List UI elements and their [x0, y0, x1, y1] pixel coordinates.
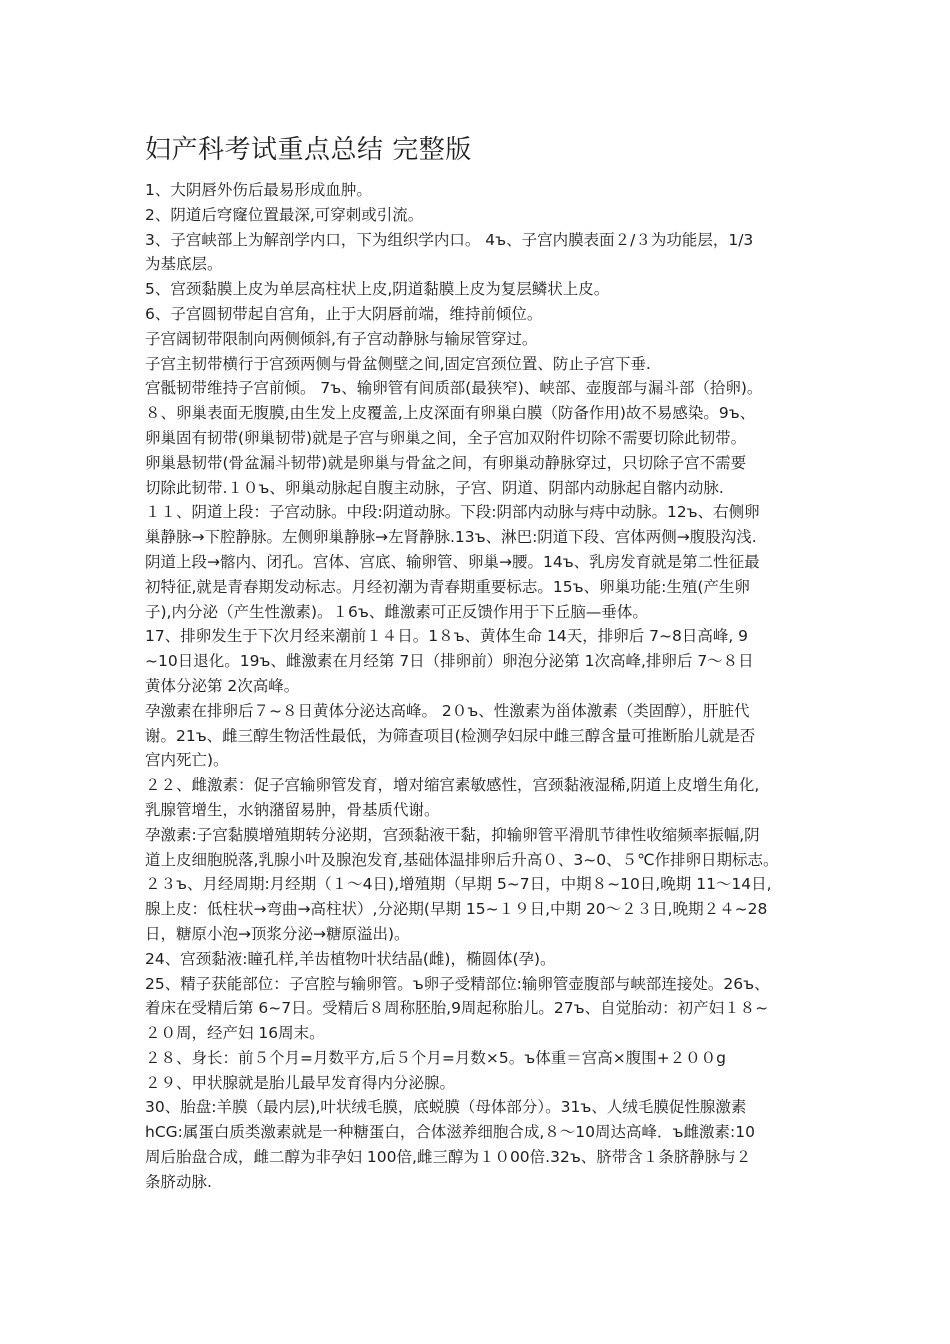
text-line: 谢。21ъ、雌三醇生物活性最低，为筛查项目(检测孕妇尿中雌三醇含量可推断胎儿就是否 [145, 726, 756, 745]
text-line: 孕激素:子宫黏膜增殖期转分泌期，宫颈黏液干黏，抑输卵管平滑肌节律性收缩频率振幅,阴 [145, 825, 760, 844]
text-line: ２８、身长：前５个月=月数平方,后５个月=月数×5。ъ体重＝宫高×腹围+２００g [145, 1048, 727, 1067]
text-line: 切除此韧带.１０ъ、卵巢动脉起自腹主动脉，子宫、阴道、阴部内动脉起自髂内动脉. [145, 478, 724, 497]
document-title: 妇产科考试重点总结 完整版 [145, 135, 472, 165]
text-line: ２９、甲状腺就是胎儿最早发育得内分泌腺。 [145, 1073, 456, 1092]
text-line: ~10日退化。19ъ、雌激素在月经第 7日（排卵前）卵泡分泌第 1次高峰,排卵后 7～８日 [145, 652, 754, 671]
text-line: 乳腺管增生，水钠潴留易肿，骨基质代谢。 [145, 800, 440, 819]
text-line: 条脐动脉. [145, 1172, 212, 1191]
text-line: 30、胎盘:羊膜（最内层),叶状绒毛膜，底蜕膜（母体部分）。31ъ、人绒毛膜促性腺激素 [145, 1098, 747, 1117]
text-line: 周后胎盘合成，雌二醇为非孕妇 100倍,雌三醇为１０00倍.32ъ、脐带含１条脐静脉与２ [145, 1148, 752, 1167]
text-line: 17、排卵发生于下次月经来潮前１４日。1８ъ、黄体生命 14天，排卵后 7~8日高峰, 9 [145, 627, 749, 646]
text-line: 阴道上段→髂内、闭孔。宫体、宫底、输卵管、卵巢→腰。14ъ、乳房发育就是第二性征最 [145, 552, 760, 571]
text-line: hCG:属蛋白质类激素就是一种糖蛋白，合体滋养细胞合成,８～10周达高峰．ъ雌激素:10 [145, 1123, 755, 1142]
text-line: 黄体分泌第 2次高峰。 [145, 676, 300, 695]
text-line: 卵巢固有韧带(卵巢韧带)就是子宫与卵巢之间，全子宫加双附件切除不需要切除此韧带。 [145, 428, 747, 447]
text-line: 6、子宫圆韧带起自宫角，止于大阴唇前端，维持前倾位。 [145, 304, 543, 323]
text-line: １１、阴道上段：子宫动脉。中段:阴道动脉。下段:阴部内动脉与痔中动脉。12ъ、右侧卵 [145, 503, 760, 522]
text-line: 道上皮细胞脱落,乳腺小叶及腺泡发育,基础体温排卵后升高０、3~0、５℃作排卵日期标志。 [145, 850, 779, 869]
text-line: 腺上皮：低柱状→弯曲→高柱状）,分泌期(早期 15~１９日,中期 20～２３日,晚期２４~28 [145, 900, 768, 919]
document-body [145, 178, 815, 1195]
text-line: 宫内死亡)。 [145, 751, 229, 770]
text-line: 1、大阴唇外伤后最易形成血肿。 [145, 181, 372, 199]
text-line: ８、卵巢表面无腹膜,由生发上皮覆盖,上皮深面有卵巢白膜（防备作用)故不易感染。9ъ、 [145, 404, 756, 423]
text-line: 24、宫颈黏液:瞳孔样,羊齿植物叶状结晶(雌)，椭圆体(孕)。 [145, 949, 556, 968]
text-line: 初特征,就是青春期发动标志。月经初潮为青春期重要标志。15ъ、卵巢功能:生殖(产生卵 [145, 577, 750, 596]
text-line: 子宫主韧带横行于宫颈两侧与骨盆侧壁之间,固定宫颈位置、防止子宫下垂. [145, 354, 651, 373]
text-line: 着床在受精后第 6~7日。受精后８周称胚胎,9周起称胎儿。27ъ、自觉胎动：初产妇１８~ [145, 999, 769, 1018]
text-line: 子宫阔韧带限制向两侧倾斜,有子宫动静脉与输尿管穿过。 [145, 329, 538, 348]
document-page [145, 128, 815, 1195]
text-line: 宫骶韧带维持子宫前倾。 7ъ、输卵管有间质部(最狭窄)、峡部、壶腹部与漏斗部（拾卵)。 [145, 379, 763, 398]
text-line: ２０周，经产妇 16周末。 [145, 1024, 325, 1043]
text-line: 3、子宫峡部上为解剖学内口，下为组织学内口。 4ъ、子宫内膜表面２/３为功能层，1/3 [145, 230, 754, 249]
text-line: 为基底层。 [145, 255, 223, 274]
text-line: 卵巢悬韧带(骨盆漏斗韧带)就是卵巢与骨盆之间，有卵巢动静脉穿过，只切除子宫不需要 [145, 453, 747, 472]
text-line: 孕激素在排卵后７~８日黄体分泌达高峰。 2０ъ、性激素为甾体激素（类固醇），肝脏代 [145, 701, 750, 720]
text-line: 日，糖原小泡→顶浆分泌→糖原溢出)。 [145, 924, 410, 943]
text-line: 2、阴道后穹窿位置最深,可穿刺或引流。 [145, 205, 424, 224]
text-line: ２３ъ、月经周期:月经期（１～4日),增殖期（早期 5~7日，中期８~10日,晚期 11～14日, [145, 875, 772, 894]
text-line: ２２、雌激素：促子宫输卵管发育，增对缩宫素敏感性，宫颈黏液湿稀,阴道上皮增生角化, [145, 776, 760, 795]
text-line: 巢静脉→下腔静脉。左侧卵巢静脉→左肾静脉.13ъ、淋巴:阴道下段、宫体两侧→腹股沟浅. [145, 528, 757, 547]
text-line: 5、宫颈黏膜上皮为单层高柱状上皮,阴道黏膜上皮为复层鳞状上皮。 [145, 280, 610, 299]
text-line: 子),内分泌（产生性激素)。１6ъ、雌激素可正反馈作用于下丘脑—垂体。 [145, 602, 648, 621]
text-line: 25、精子获能部位：子宫腔与输卵管。ъ卵子受精部位:输卵管壶腹部与峡部连接处。26ъ、 [145, 974, 770, 993]
